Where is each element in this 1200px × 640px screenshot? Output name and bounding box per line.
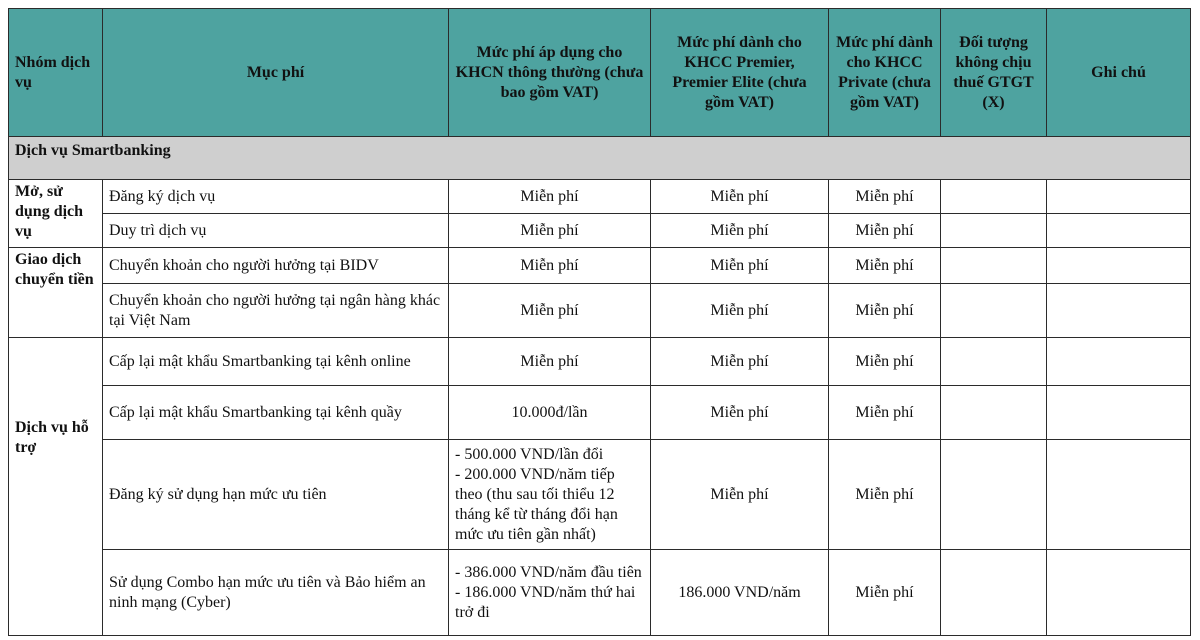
fee-standard-line: - 200.000 VND/năm tiếp theo (thu sau tối thiểu 12 tháng kể từ tháng đổi hạn mức ưu tiên gần nhất) xyxy=(455,465,618,543)
header-fee-premier: Mức phí dành cho KHCC Premier, Premier Elite (chưa gồm VAT) xyxy=(651,9,829,137)
notes-cell xyxy=(1047,284,1191,338)
fee-private: Miễn phí xyxy=(829,284,941,338)
header-notes: Ghi chú xyxy=(1047,9,1191,137)
fee-item: Cấp lại mật khẩu Smartbanking tại kênh quầy xyxy=(103,386,449,440)
fee-item: Đăng ký dịch vụ xyxy=(103,180,449,214)
table-row xyxy=(9,284,1191,338)
fee-standard: Miễn phí xyxy=(449,338,651,386)
group-open-use: Mở, sử dụng dịch vụ xyxy=(9,180,103,248)
vat-cell xyxy=(941,214,1047,248)
vat-cell xyxy=(941,386,1047,440)
fee-item: Chuyển khoản cho người hưởng tại BIDV xyxy=(103,248,449,284)
fee-standard-line: - 186.000 VND/năm thứ hai trở đi xyxy=(455,583,636,621)
fee-item: Đăng ký sử dụng hạn mức ưu tiên xyxy=(103,440,449,550)
notes-cell xyxy=(1047,338,1191,386)
table-row xyxy=(9,180,1191,214)
fee-standard: Miễn phí xyxy=(449,248,651,284)
notes-cell xyxy=(1047,214,1191,248)
fee-premier: Miễn phí xyxy=(651,338,829,386)
table-row xyxy=(9,386,1191,440)
header-fee-standard: Mức phí áp dụng cho KHCN thông thường (chưa bao gồm VAT) xyxy=(449,9,651,137)
notes-cell xyxy=(1047,550,1191,636)
fee-standard-line: - 386.000 VND/năm đầu tiên xyxy=(455,563,642,581)
fee-premier: Miễn phí xyxy=(651,180,829,214)
header-row xyxy=(9,9,1191,137)
table-row xyxy=(9,550,1191,636)
notes-cell xyxy=(1047,386,1191,440)
header-fee-item: Mục phí xyxy=(103,9,449,137)
fee-item: Cấp lại mật khẩu Smartbanking tại kênh online xyxy=(103,338,449,386)
notes-cell xyxy=(1047,180,1191,214)
header-vat-exempt: Đối tượng không chịu thuế GTGT (X) xyxy=(941,9,1047,137)
fee-premier: Miễn phí xyxy=(651,248,829,284)
fee-premier: Miễn phí xyxy=(651,440,829,550)
fee-private: Miễn phí xyxy=(829,180,941,214)
table-row xyxy=(9,214,1191,248)
fee-premier: Miễn phí xyxy=(651,386,829,440)
table-row xyxy=(9,338,1191,386)
fee-standard: Miễn phí xyxy=(449,180,651,214)
fee-standard: Miễn phí xyxy=(449,214,651,248)
fee-standard-line: - 500.000 VND/lần đổi xyxy=(455,445,604,463)
fee-item: Sử dụng Combo hạn mức ưu tiên và Bảo hiểm an ninh mạng (Cyber) xyxy=(103,550,449,636)
notes-cell xyxy=(1047,440,1191,550)
fee-private: Miễn phí xyxy=(829,338,941,386)
fee-standard: Miễn phí xyxy=(449,284,651,338)
fee-item: Chuyển khoản cho người hưởng tại ngân hàng khác tại Việt Nam xyxy=(103,284,449,338)
fee-premier: Miễn phí xyxy=(651,284,829,338)
section-row xyxy=(9,137,1191,180)
fee-private: Miễn phí xyxy=(829,248,941,284)
fee-table xyxy=(8,8,1191,636)
vat-cell xyxy=(941,248,1047,284)
vat-cell xyxy=(941,284,1047,338)
fee-private: Miễn phí xyxy=(829,440,941,550)
vat-cell xyxy=(941,338,1047,386)
fee-premier: Miễn phí xyxy=(651,214,829,248)
vat-cell xyxy=(941,180,1047,214)
table-row xyxy=(9,248,1191,284)
vat-cell xyxy=(941,440,1047,550)
fee-private: Miễn phí xyxy=(829,214,941,248)
fee-private: Miễn phí xyxy=(829,550,941,636)
fee-standard: 10.000đ/lần xyxy=(449,386,651,440)
fee-private: Miễn phí xyxy=(829,386,941,440)
fee-item: Duy trì dịch vụ xyxy=(103,214,449,248)
header-fee-private: Mức phí dành cho KHCC Private (chưa gồm VAT) xyxy=(829,9,941,137)
fee-premier: 186.000 VND/năm xyxy=(651,550,829,636)
group-transfer: Giao dịch chuyển tiền xyxy=(9,248,103,338)
group-support: Dịch vụ hỗ trợ xyxy=(9,338,103,636)
header-group: Nhóm dịch vụ xyxy=(9,9,103,137)
fee-standard xyxy=(449,550,651,636)
notes-cell xyxy=(1047,248,1191,284)
table-row xyxy=(9,440,1191,550)
fee-standard xyxy=(449,440,651,550)
vat-cell xyxy=(941,550,1047,636)
section-title: Dịch vụ Smartbanking xyxy=(9,137,1191,180)
